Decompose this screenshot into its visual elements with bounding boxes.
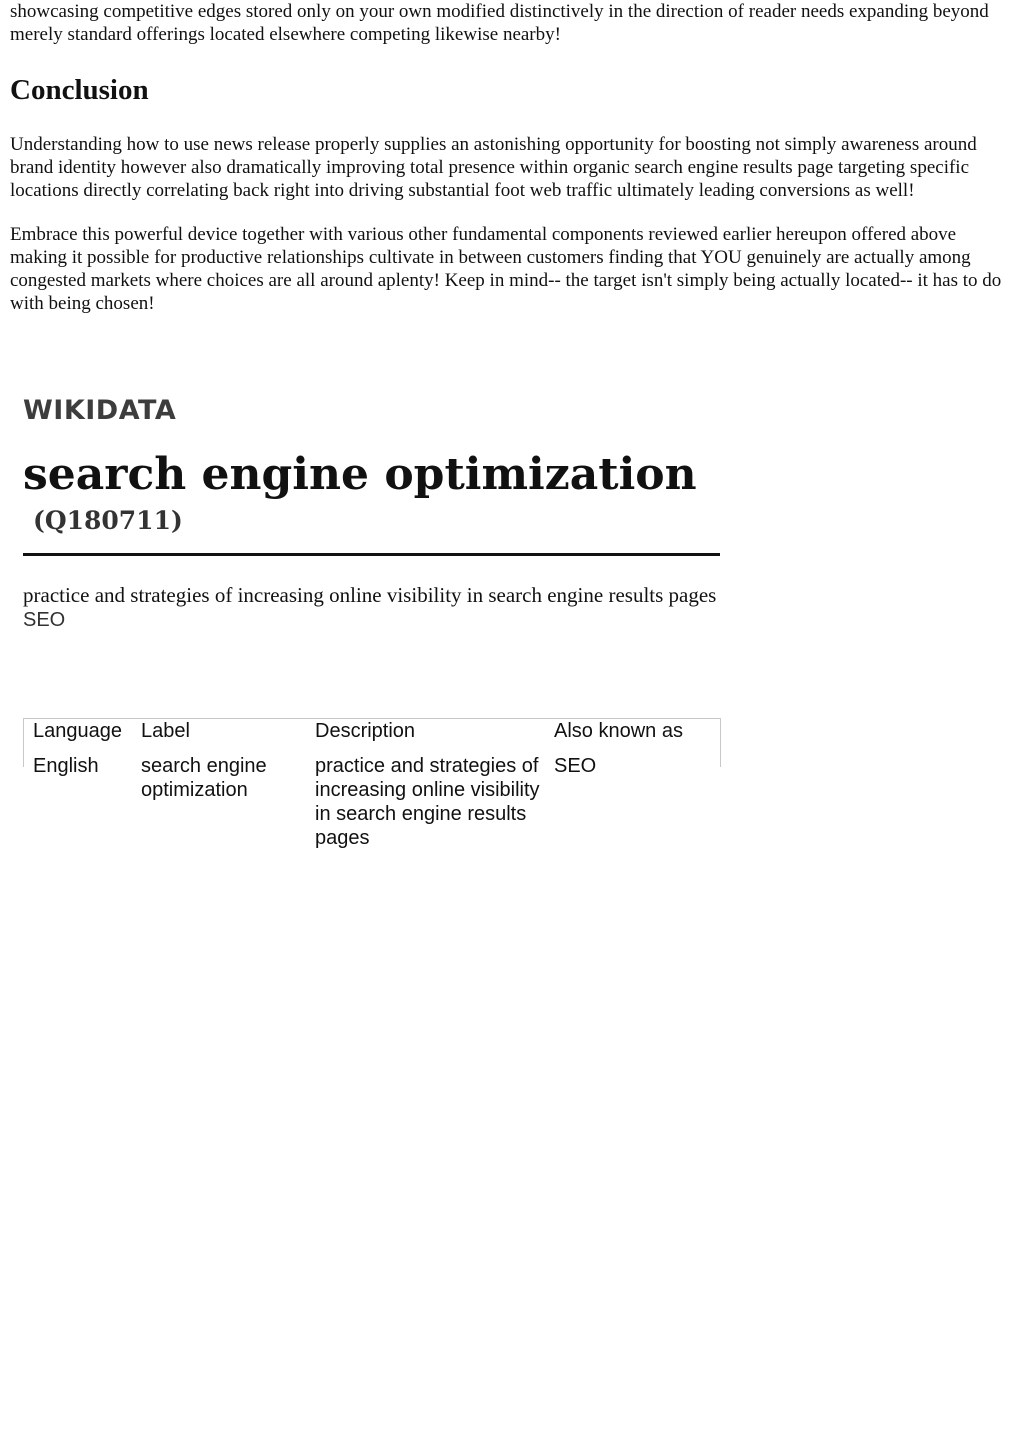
header-label: Label (141, 720, 190, 742)
cell-language: English (33, 755, 99, 777)
wikidata-card (23, 392, 720, 849)
entity-qid: (Q180711) (33, 506, 183, 535)
cell-description: practice and strategies of increasing online visibility in search engine results pages (315, 755, 540, 849)
intro-paragraph: showcasing competitive edges stored only on your own modified distinctively in the direction of reader needs expanding beyond merely standard offerings located elsewhere competing likewise nearby! (10, 1, 989, 45)
labels-table (24, 719, 720, 850)
header-also-known-as: Also known as (554, 720, 683, 742)
header-language: Language (33, 720, 122, 742)
entity-alias: SEO (23, 609, 66, 631)
wikidata-logo: WIKIDATA (23, 395, 177, 426)
table-header-row (24, 719, 720, 749)
table-row (24, 749, 720, 850)
cell-also-known-as: SEO (554, 755, 597, 777)
entity-title: search engine optimization (23, 449, 697, 500)
cell-label: search engine optimization (141, 755, 267, 801)
article-body (10, 0, 1014, 315)
title-divider (23, 553, 720, 556)
header-description: Description (315, 720, 416, 742)
conclusion-paragraph-1: Understanding how to use news release properly supplies an astonishing opportunity for boosting not simply awareness around brand identity however also dramatically improving total presence within organic search engine results page targeting specific locations directly correlating back right into driving substantial foot web traffic ultimately leading conversions as well! (10, 134, 977, 201)
conclusion-paragraph-2: Embrace this powerful device together with various other fundamental components reviewed earlier hereupon offered above making it possible for productive relationships cultivate in between customers finding that YOU genuinely are actually among congested markets where choices are all around aplenty! Keep in mind-- the target isn't simply being actually located-- it has to do with being chosen! (10, 224, 1002, 314)
entity-description: practice and strategies of increasing online visibility in search engine results pages (23, 583, 717, 607)
conclusion-heading: Conclusion (10, 74, 149, 106)
labels-table-container (23, 718, 721, 849)
